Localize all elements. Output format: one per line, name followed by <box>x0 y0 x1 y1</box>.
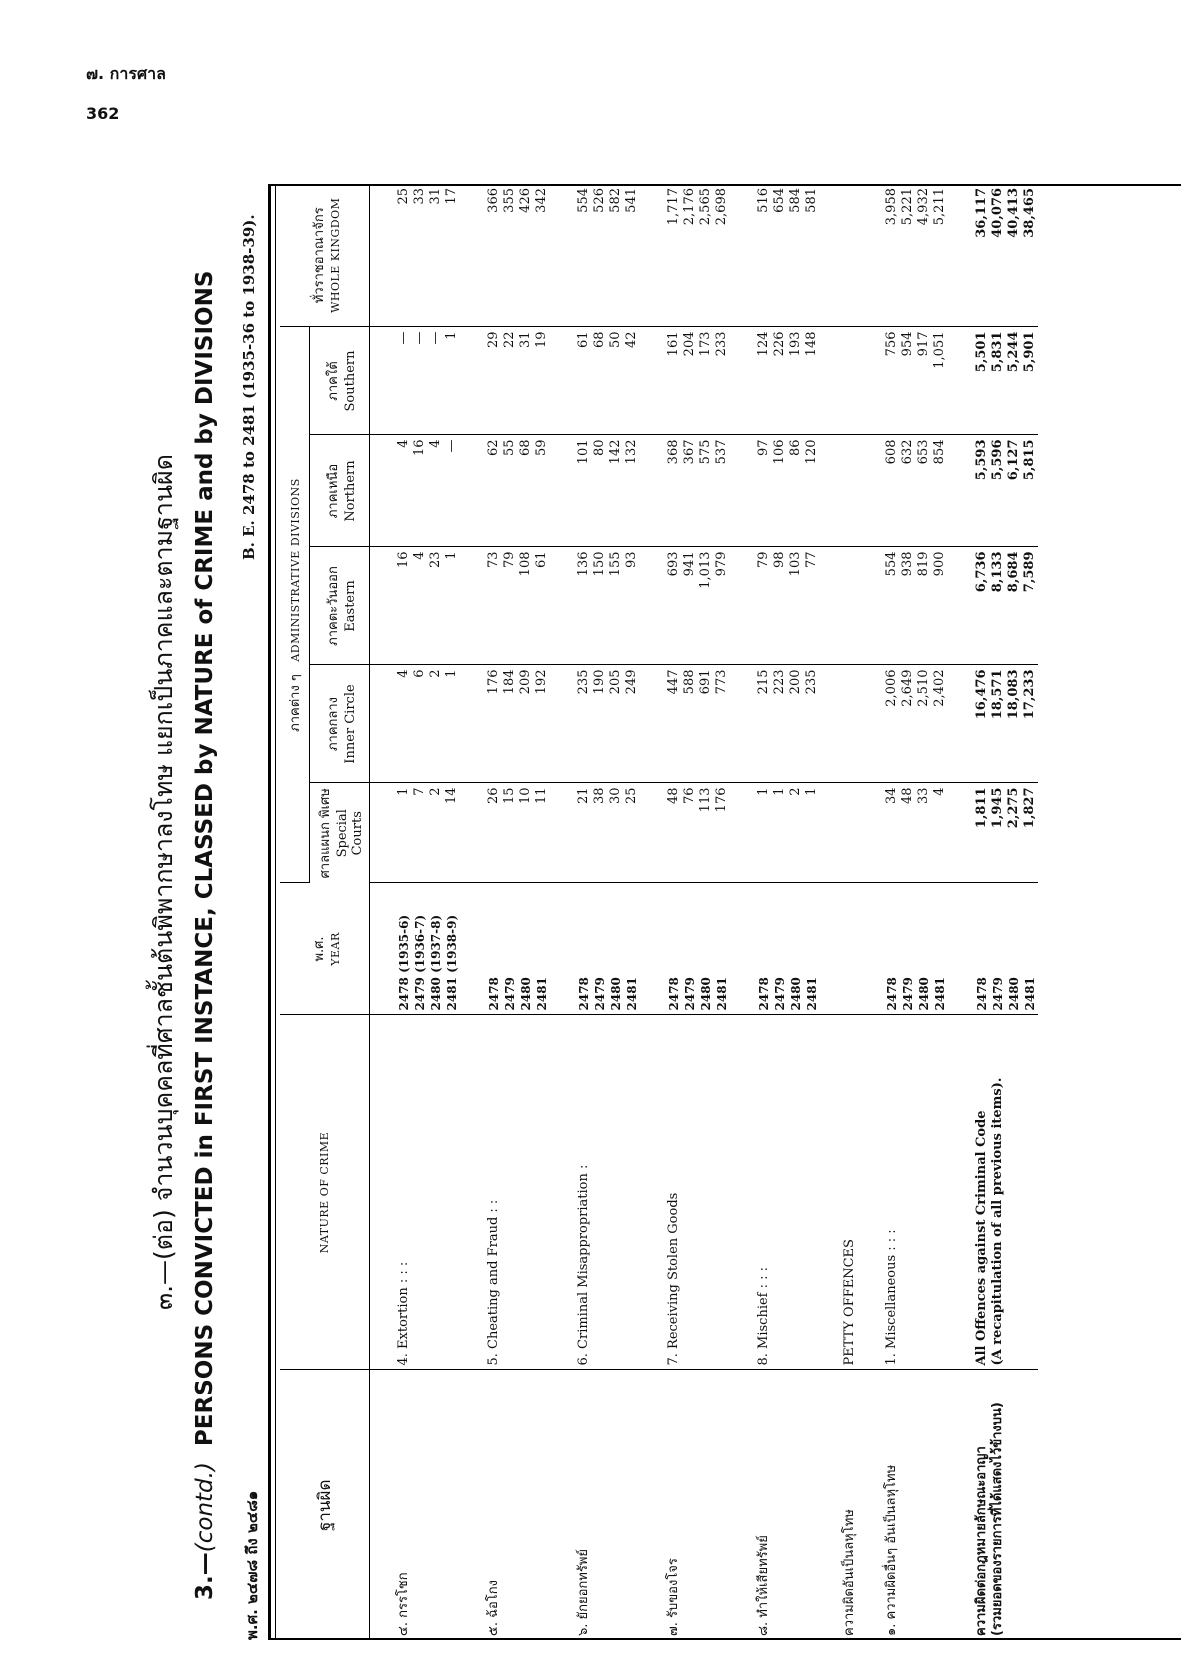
northern-cell: 4 16 4 — <box>370 435 461 547</box>
kingdom-cell: 554 526 582 541 <box>550 184 640 327</box>
empty-cell <box>820 184 858 327</box>
crime-thai: ๖. ยักยอกทรัพย์ <box>576 1548 591 1636</box>
col-header-divisions: ภาคต่าง ๆ ADMINISTRATIVE DIVISIONS <box>280 327 310 883</box>
year-cell: 2478 2479 2480 2481 <box>640 883 730 1015</box>
northern-cell: 5,593 5,596 6,127 5,815 <box>948 435 1038 547</box>
southern-cell: — — — 1 <box>370 327 461 435</box>
crime-eng: 5. Cheating and Fraud : : <box>460 1015 550 1370</box>
rotated-table-page <box>140 160 1181 1640</box>
empty-cell <box>820 783 858 883</box>
col-header-kingdom: ทั่วราชอาณาจักร WHOLE KINGDOM <box>280 184 370 327</box>
year-cell: 2478 (1935-6) 2479 (1936-7) 2480 (1937-8) 2481 (1938-9) <box>370 883 461 1015</box>
table-row <box>730 184 820 1640</box>
inner-cell: 215 223 200 235 <box>730 665 820 783</box>
table-body <box>370 184 1039 1640</box>
special-cell: 1 1 2 1 <box>730 783 820 883</box>
southern-cell: 161 204 173 233 <box>640 327 730 435</box>
northern-cell: 608 632 653 854 <box>858 435 948 547</box>
col-header-nature-eng: NATURE OF CRIME <box>280 1015 370 1370</box>
empty-cell <box>820 435 858 547</box>
table-number: 3.— <box>192 1552 218 1600</box>
col-header-year: พ.ศ. YEAR <box>280 883 370 1015</box>
crime-thai: ความผิดอันเป็นลหุโทษ <box>842 1509 857 1636</box>
inner-cell: 2,006 2,649 2,510 2,402 <box>858 665 948 783</box>
inner-cell: 447 588 691 773 <box>640 665 730 783</box>
year-cell: 2478 2479 2480 2481 <box>460 883 550 1015</box>
crime-thai: ความผิดต่อกฎหมายลักษณะอาญา (รวมยอดของรายการที่ได้แสดงไว้ข้างบน) <box>974 1402 1005 1636</box>
table-title-text: PERSONS CONVICTED in FIRST INSTANCE, CLASSED by NATURE of CRIME and by DIVISIONS <box>192 270 218 1447</box>
eastern-cell: 554 938 819 900 <box>858 547 948 665</box>
table-row <box>550 184 640 1640</box>
empty-cell <box>820 883 858 1015</box>
table-title-thai: ๓.—(ต่อ) จำนวนบุคคลที่ศาลชั้นต้นพิพากษาลงโทษ แยกเป็นภาคและตามฐานผิด <box>149 454 178 1310</box>
kingdom-cell: 516 654 584 581 <box>730 184 820 327</box>
kingdom-cell: 25 33 31 17 <box>370 184 461 327</box>
period-thai: พ.ศ. ๒๔๗๘ ถึง ๒๔๘๑ <box>243 1490 261 1640</box>
special-cell: 1 7 2 14 <box>370 783 461 883</box>
year-cell: 2478 2479 2480 2481 <box>550 883 640 1015</box>
col-header-eastern: ภาคตะวันออก Eastern <box>310 547 370 665</box>
col-header-nature-thai: ฐานผิด <box>280 1370 370 1640</box>
kingdom-cell: 1,717 2,176 2,565 2,698 <box>640 184 730 327</box>
eastern-cell: 79 98 103 77 <box>730 547 820 665</box>
northern-cell: 368 367 575 537 <box>640 435 730 547</box>
crime-eng: PETTY OFFENCES <box>820 1015 858 1370</box>
table-row <box>820 184 858 1640</box>
southern-cell: 29 22 31 19 <box>460 327 550 435</box>
chapter-heading: ๗. การศาล <box>86 64 166 83</box>
crime-thai: ๑. ความผิดอื่นๆ อันเป็นลหุโทษ <box>884 1464 899 1636</box>
contd-note: (contd.) <box>192 1462 218 1553</box>
crime-eng: All Offences against Criminal Code (A recapitulation of all previous items). <box>948 1015 1038 1370</box>
special-cell: 1,811 1,945 2,275 1,827 <box>948 783 1038 883</box>
southern-cell: 124 226 193 148 <box>730 327 820 435</box>
table-row <box>948 184 1038 1640</box>
southern-cell: 5,501 5,831 5,244 5,901 <box>948 327 1038 435</box>
eastern-cell: 136 150 155 93 <box>550 547 640 665</box>
kingdom-cell: 36,117 40,076 40,413 38,465 <box>948 184 1038 327</box>
year-cell: 2478 2479 2480 2481 <box>858 883 948 1015</box>
empty-cell <box>820 547 858 665</box>
special-cell: 21 38 30 25 <box>550 783 640 883</box>
table-row <box>640 184 730 1640</box>
empty-cell <box>820 665 858 783</box>
northern-cell: 62 55 68 59 <box>460 435 550 547</box>
crime-thai: ๘. ทำให้เสียทรัพย์ <box>756 1535 771 1636</box>
col-header-inner: ภาคกลาง Inner Circle <box>310 665 370 783</box>
eastern-cell: 6,736 8,133 8,684 7,589 <box>948 547 1038 665</box>
inner-cell: 4 6 2 1 <box>370 665 461 783</box>
table-row <box>370 184 461 1640</box>
empty-cell <box>820 327 858 435</box>
page-number: 362 <box>86 104 120 123</box>
crime-eng: 6. Criminal Misappropriation : <box>550 1015 640 1370</box>
eastern-cell: 73 79 108 61 <box>460 547 550 665</box>
crime-thai: ๗. รับของโจร <box>666 1558 681 1636</box>
northern-cell: 101 80 142 132 <box>550 435 640 547</box>
special-cell: 48 76 113 176 <box>640 783 730 883</box>
crime-eng: 4. Extortion : : : <box>370 1015 461 1370</box>
special-cell: 34 48 33 4 <box>858 783 948 883</box>
period-english: B. E. 2478 to 2481 (1935-36 to 1938-39). <box>240 214 258 560</box>
col-header-southern: ภาคใต้ Southern <box>310 327 370 435</box>
crime-eng: 8. Mischief : : : <box>730 1015 820 1370</box>
table-row <box>460 184 550 1640</box>
northern-cell: 97 106 86 120 <box>730 435 820 547</box>
crime-thai: ๔. กรรโชก <box>396 1572 411 1636</box>
inner-cell: 16,476 18,571 18,083 17,233 <box>948 665 1038 783</box>
eastern-cell: 16 4 23 1 <box>370 547 461 665</box>
table-title-english <box>192 271 218 1600</box>
crime-statistics-table <box>280 184 1038 1640</box>
kingdom-cell: 366 355 426 342 <box>460 184 550 327</box>
crime-eng: 1. Miscellaneous : : : <box>858 1015 948 1370</box>
year-cell: 2478 2479 2480 2481 <box>730 883 820 1015</box>
crime-thai: ๕. ฉ้อโกง <box>486 1580 501 1636</box>
southern-cell: 756 954 917 1,051 <box>858 327 948 435</box>
col-header-special: ศาลแผนก พิเศษ Special Courts <box>310 783 370 883</box>
table-row <box>858 184 948 1640</box>
special-cell: 26 15 10 11 <box>460 783 550 883</box>
southern-cell: 61 68 50 42 <box>550 327 640 435</box>
col-header-northern: ภาคเหนือ Northern <box>310 435 370 547</box>
crime-eng: 7. Receiving Stolen Goods <box>640 1015 730 1370</box>
eastern-cell: 693 941 1,013 979 <box>640 547 730 665</box>
kingdom-cell: 3,958 5,221 4,932 5,211 <box>858 184 948 327</box>
inner-cell: 176 184 209 192 <box>460 665 550 783</box>
year-cell: 2478 2479 2480 2481 <box>948 883 1038 1015</box>
inner-cell: 235 190 205 249 <box>550 665 640 783</box>
